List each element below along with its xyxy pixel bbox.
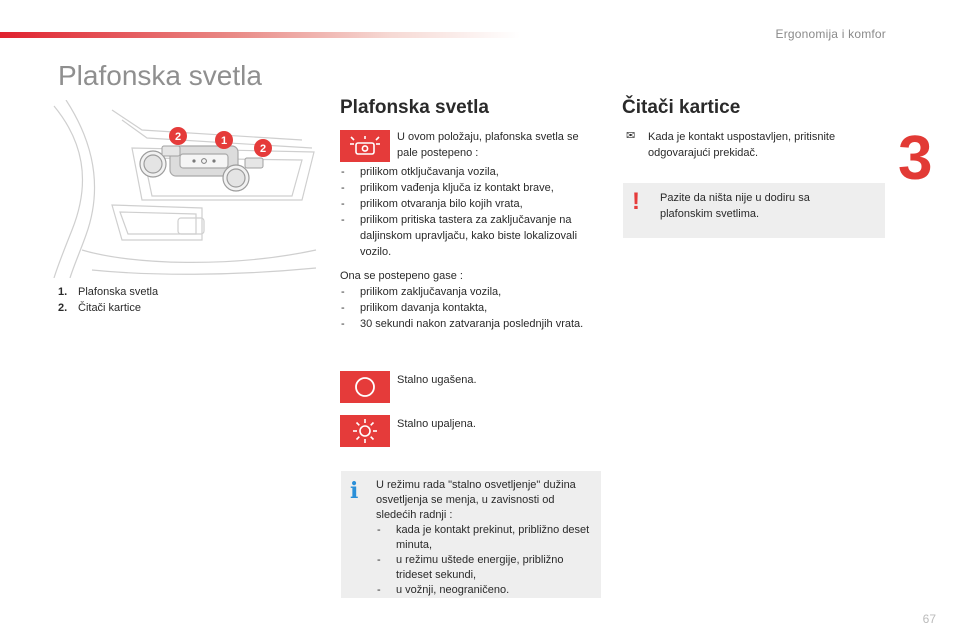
list-item: - prilikom pritiska tastera za zaključavanje na daljinskom upravljaču, kako biste lokalizovali vozilo.	[340, 212, 602, 260]
list-item: - u režimu uštede energije, približno trideset sekundi,	[376, 553, 598, 583]
list-item: - 30 sekundi nakon zatvaranja poslednjih vrata.	[340, 316, 602, 332]
legend-item: 2. Čitači kartice	[58, 302, 141, 314]
section-heading-ceiling-lights: Plafonska svetla	[340, 97, 489, 118]
lights-on-list	[340, 164, 602, 260]
callout-2-left: 2	[174, 131, 182, 143]
auto-mode-intro: U ovom položaju, plafonska svetla se pale postepeno :	[397, 131, 579, 159]
ceiling-console-illustration	[52, 100, 320, 278]
info-note-list	[376, 523, 598, 598]
illustration-legend	[58, 284, 158, 316]
callout-2-right: 2	[259, 143, 267, 155]
mode-on-label: Stalno upaljena.	[397, 418, 476, 430]
bullet-marker: ✉	[626, 130, 636, 142]
list-item: - prilikom otvaranja bilo kojih vrata,	[340, 196, 602, 212]
warning-note-text: Pazite da ništa nije u dodiru sa plafonskim svetlima.	[660, 192, 810, 220]
list-item: - kada je kontakt prekinut, približno deset minuta,	[376, 523, 598, 553]
chapter-title: Ergonomija i komfor	[775, 27, 886, 41]
list-item: - prilikom davanja kontakta,	[340, 300, 602, 316]
section-heading-card-readers: Čitači kartice	[622, 97, 741, 118]
card-reader-instruction: Kada je kontakt uspostavljen, pritisnite odgovarajući prekidač.	[648, 131, 836, 159]
fade-intro: Ona se postepeno gase :	[340, 270, 463, 282]
header-stripe	[0, 32, 520, 38]
info-icon: i	[350, 478, 359, 504]
list-item: - prilikom zaključavanja vozila,	[340, 284, 602, 300]
info-note-intro: U režimu rada "stalno osvetljenje" dužina osvetljenja se menja, u zavisnosti od sledećih radnji :	[376, 479, 576, 521]
list-item: - prilikom otključavanja vozila,	[340, 164, 602, 180]
callout-1: 1	[220, 135, 228, 147]
legend-item: 1. Plafonska svetla	[58, 286, 159, 298]
page-title: Plafonska svetla	[58, 60, 262, 91]
lights-off-list	[340, 284, 602, 332]
list-item: - prilikom vađenja ključa iz kontakt brave,	[340, 180, 602, 196]
door-lamp-icon	[340, 130, 390, 162]
warning-icon: !	[632, 188, 640, 215]
circle-off-icon	[340, 371, 390, 403]
list-item: - u vožnji, neograničeno.	[376, 583, 598, 598]
mode-off-label: Stalno ugašena.	[397, 374, 477, 386]
sun-lamp-icon	[340, 415, 390, 447]
chapter-number: 3	[898, 124, 933, 193]
page-number: 67	[922, 612, 936, 626]
